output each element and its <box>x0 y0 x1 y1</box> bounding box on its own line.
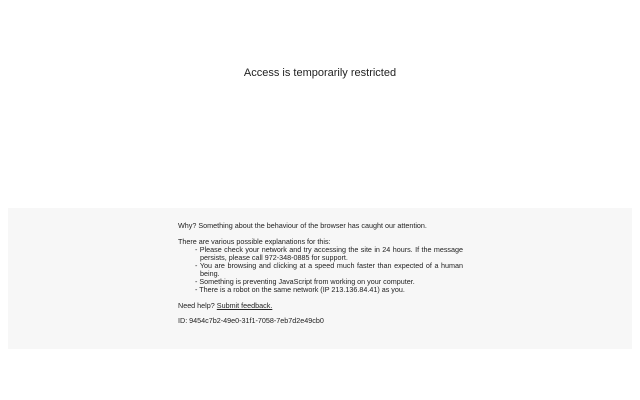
list-item: - Please check your network and try accessing the site in 24 hours. If the message persists, please call 972-348-0885 for support. <box>195 245 463 262</box>
list-item: - You are browsing and clicking at a speed much faster than expected of a human being. <box>195 261 463 278</box>
explanations-intro: There are various possible explanations for this: <box>178 237 331 246</box>
help-prefix: Need help? <box>178 301 215 310</box>
info-content <box>178 222 463 325</box>
page-title: Access is temporarily restricted <box>243 67 397 79</box>
list-item: - There is a robot on the same network (IP 213.136.84.41) as you. <box>195 285 405 294</box>
help-line <box>178 302 463 310</box>
submit-feedback-link[interactable]: Submit feedback. <box>216 301 273 310</box>
list-item: - Something is preventing JavaScript from working on your computer. <box>195 277 415 286</box>
request-id: ID: 9454c7b2-49e0-31f1-7058-7eb7d2e49cb0 <box>178 316 324 325</box>
info-panel <box>8 208 632 349</box>
reasons-list <box>178 246 463 294</box>
why-text: Why? Something about the behaviour of the browser has caught our attention. <box>178 221 427 230</box>
